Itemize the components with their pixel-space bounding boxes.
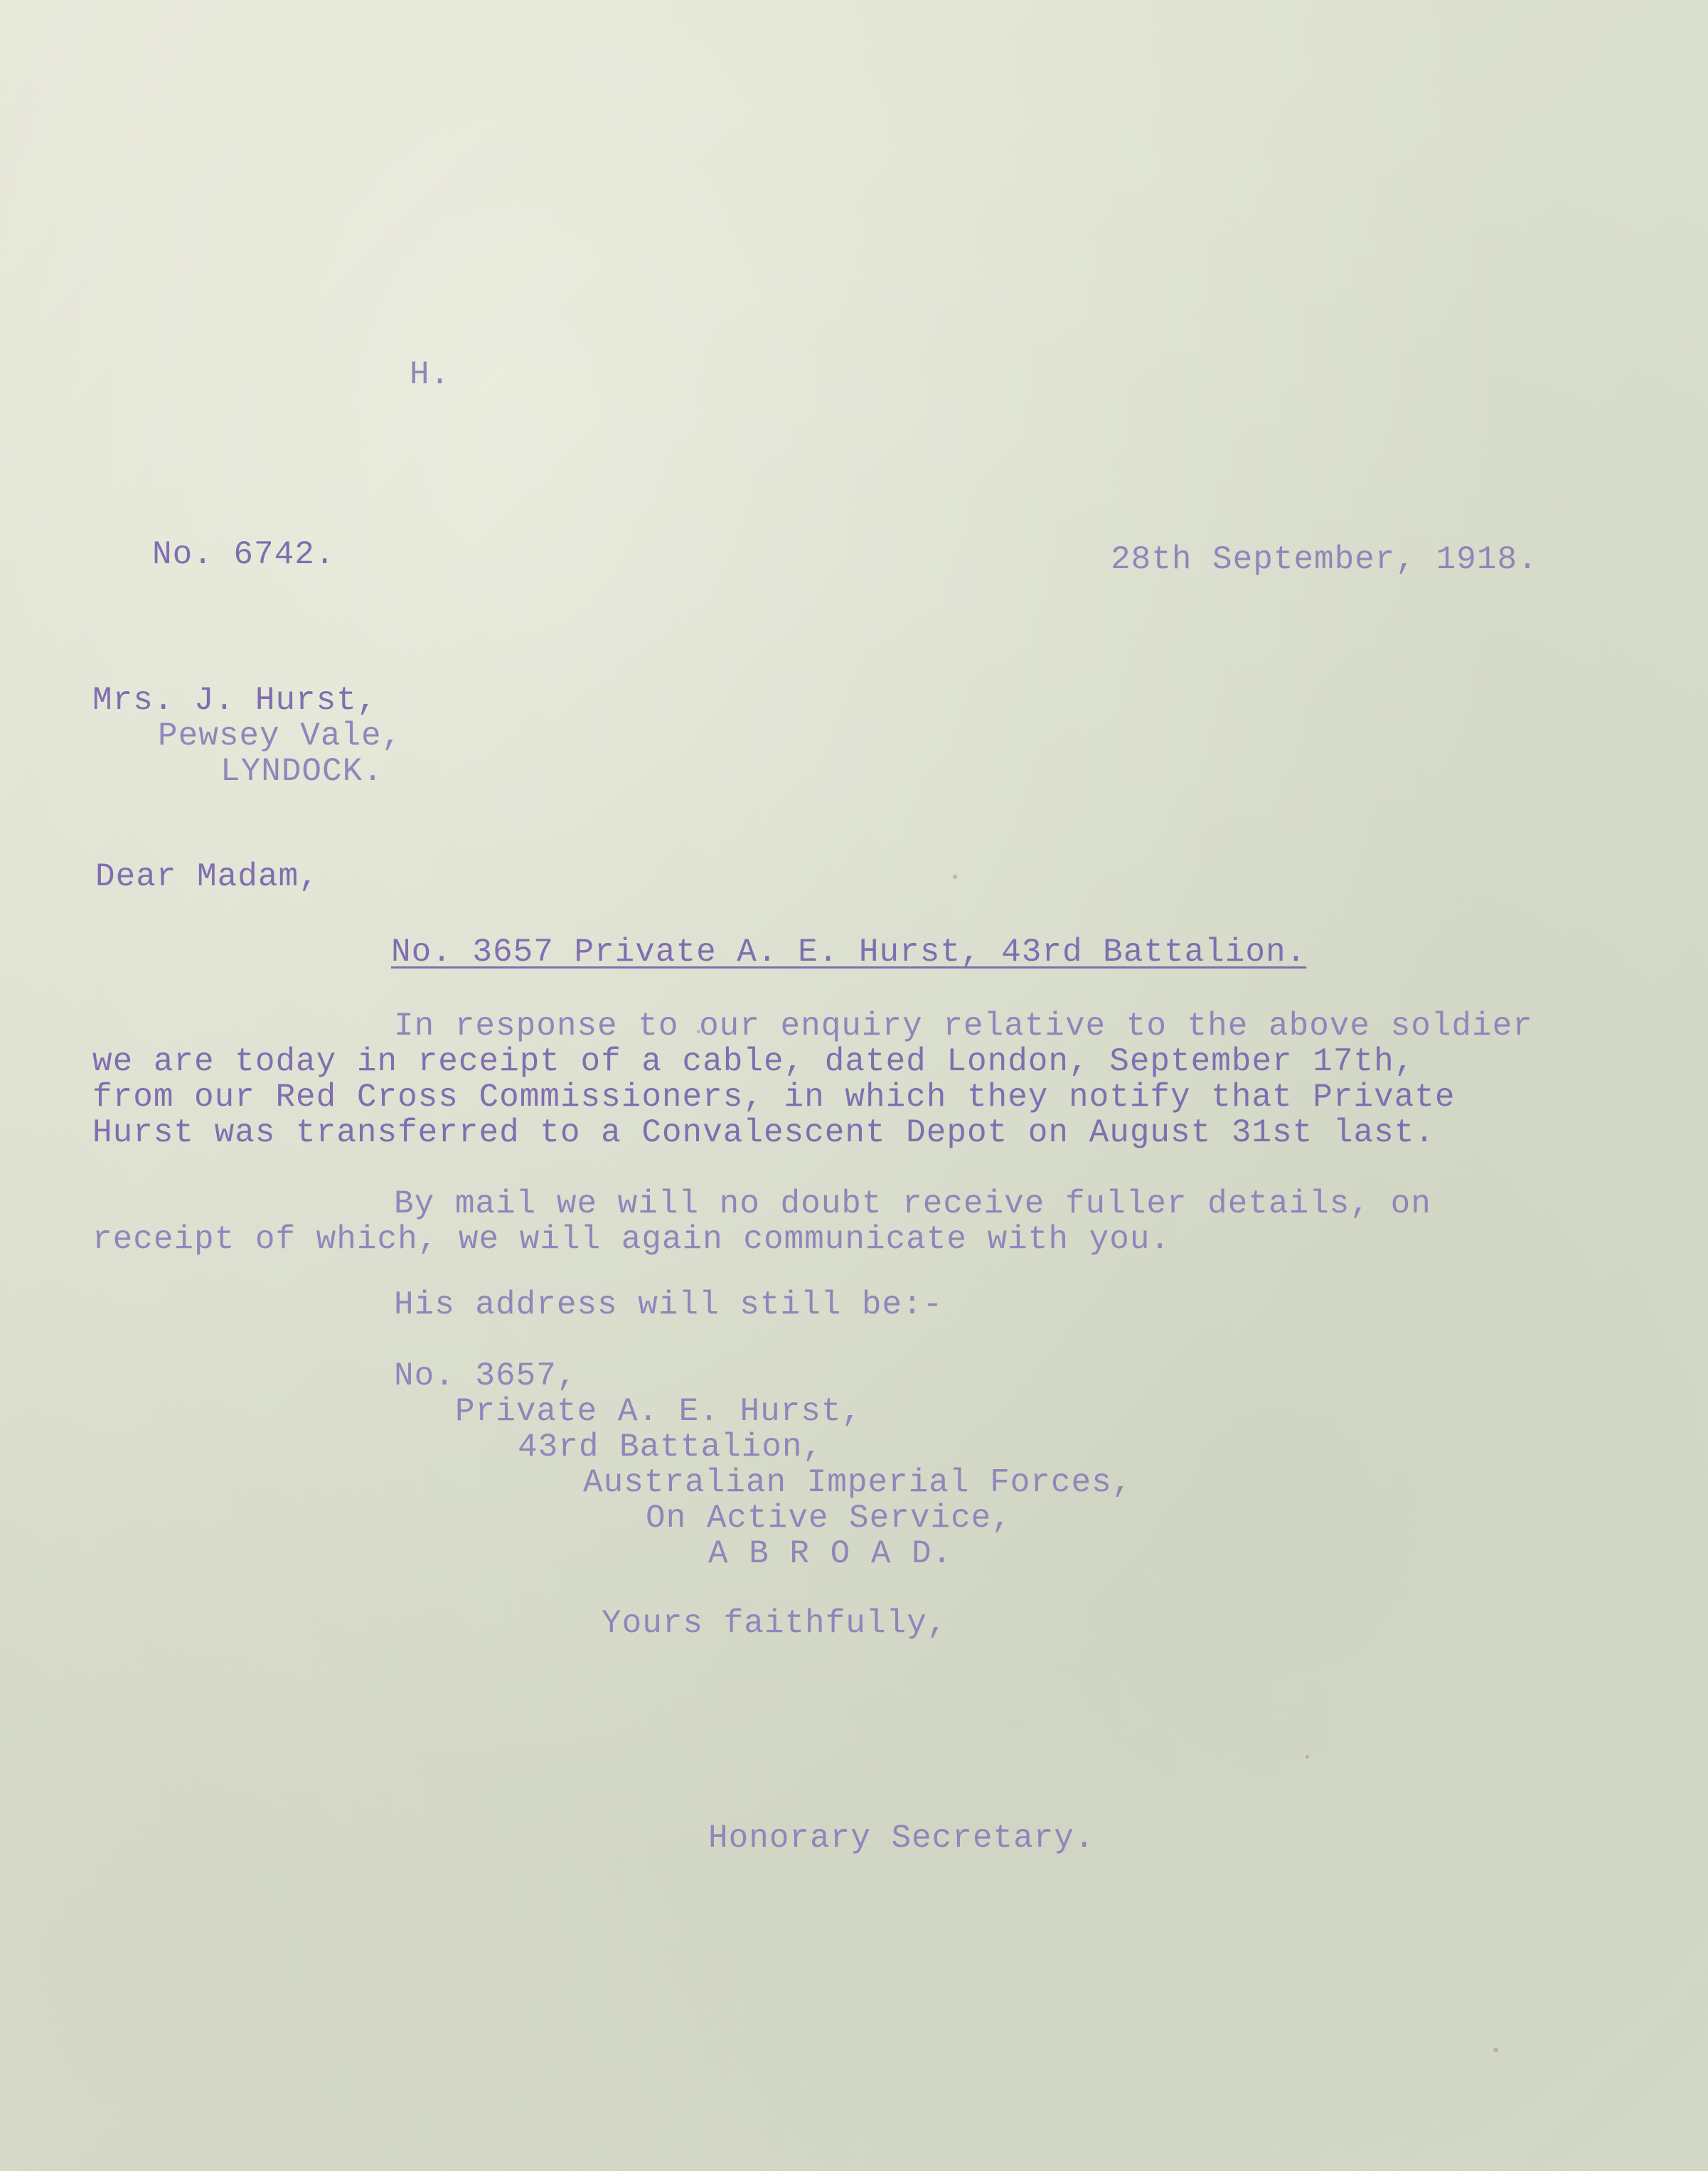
address-line1: No. 3657,	[394, 1357, 577, 1394]
address-line5: On Active Service,	[646, 1500, 1012, 1537]
paper-fleck	[697, 1030, 700, 1033]
subject-line: No. 3657 Private A. E. Hurst, 43rd Battalion.	[391, 934, 1307, 971]
signatory-title: Honorary Secretary.	[708, 1820, 1095, 1857]
address-line3: 43rd Battalion,	[518, 1429, 823, 1466]
paragraph1-line1: In response to our enquiry relative to the above soldier	[394, 1008, 1533, 1045]
paper-fleck	[953, 875, 957, 879]
paper-fleck	[1493, 2048, 1498, 2052]
closing: Yours faithfully,	[602, 1605, 948, 1642]
filing-initial: H.	[410, 356, 451, 393]
paragraph2-line1: By mail we will no doubt receive fuller details, on	[394, 1185, 1431, 1222]
address-intro: His address will still be:-	[394, 1286, 944, 1323]
reference-number: No. 6742.	[152, 536, 336, 573]
recipient-street: Pewsey Vale,	[158, 718, 402, 754]
address-line2: Private A. E. Hurst,	[455, 1393, 863, 1430]
recipient-town: LYNDOCK.	[220, 753, 383, 790]
paragraph1-line3: from our Red Cross Commissioners, in which they notify that Private	[92, 1079, 1456, 1116]
paragraph2-line2: receipt of which, we will again communicate with you.	[92, 1221, 1171, 1258]
paper-fleck	[1306, 1755, 1309, 1759]
address-line4: Australian Imperial Forces,	[583, 1464, 1133, 1501]
recipient-name: Mrs. J. Hurst,	[92, 682, 378, 719]
salutation: Dear Madam,	[95, 858, 319, 895]
address-line6: A B R O A D.	[708, 1535, 953, 1572]
paragraph1-line4: Hurst was transferred to a Convalescent Depot on August 31st last.	[92, 1114, 1435, 1151]
paragraph1-line2: we are today in receipt of a cable, dated London, September 17th,	[92, 1043, 1415, 1080]
letter-date: 28th September, 1918.	[1111, 541, 1538, 578]
